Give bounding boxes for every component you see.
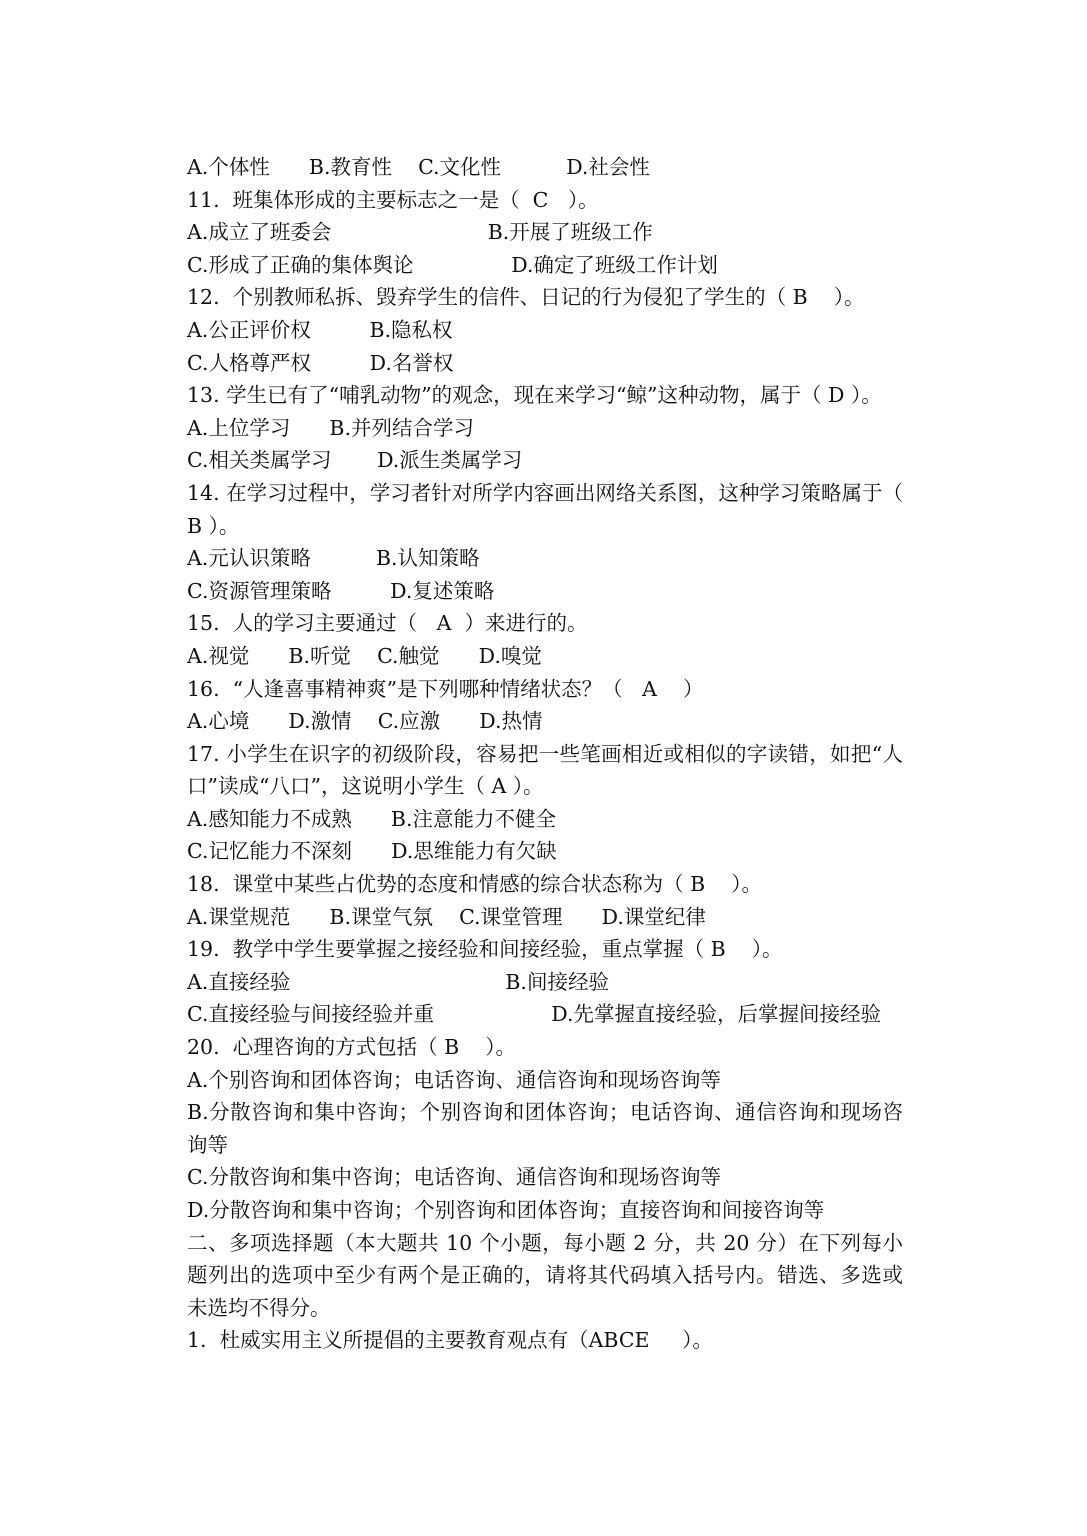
- q13-stem: 13. 学生已有了“哺乳动物”的观念，现在来学习“鲸”这种动物，属于（ D ）。: [187, 383, 882, 408]
- q12-options-cd: C.人格尊严权 D.名誉权: [187, 350, 454, 375]
- q12-options-ab: A.公正评价权 B.隐私权: [187, 317, 453, 342]
- q20-option-d: D.分散咨询和集中咨询；个别咨询和团体咨询；直接咨询和间接咨询等: [187, 1198, 825, 1222]
- q12-stem: 12. 个别教师私拆、毁弃学生的信件、日记的行为侵犯了学生的（ B ）。: [187, 285, 865, 310]
- q20-option-b: B.分散咨询和集中咨询；个别咨询和团体咨询；电话咨询、通信咨询和现场咨询等: [187, 1100, 903, 1157]
- q17-options-ab: A.感知能力不成熟 B.注意能力不健全: [187, 806, 556, 831]
- q11-options-cd: C.形成了正确的集体舆论 D.确定了班级工作计划: [187, 252, 718, 277]
- q18-options: A.课堂规范 B.课堂气氛 C.课堂管理 D.课堂纪律: [187, 904, 706, 929]
- q11-options-ab: A.成立了班委会 B.开展了班级工作: [187, 220, 653, 245]
- exam-text: [187, 151, 903, 1357]
- q20-stem: 20. 心理咨询的方式包括（ B ）。: [187, 1035, 517, 1060]
- q10-options: A.个体性 B.教育性 C.文化性 D.社会性: [187, 155, 650, 179]
- q13-options-ab: A.上位学习 B.并列结合学习: [187, 415, 474, 440]
- q19-stem: 19. 教学中学生要掌握之接经验和间接经验，重点掌握（ B ）。: [187, 937, 783, 962]
- q15-stem: 15. 人的学习主要通过（ A ）来进行的。: [187, 611, 588, 636]
- q16-options: A.心境 D.激情 C.应激 D.热情: [187, 709, 543, 734]
- q13-options-cd: C.相关类属学习 D.派生类属学习: [187, 448, 523, 473]
- q17-stem: 17. 小学生在识字的初级阶段，容易把一些笔画相近或相似的字读错，如把“人口”读成“八口”，这说明小学生（ A ）。: [187, 741, 903, 799]
- q19-options-cd: C.直接经验与间接经验并重 D.先掌握直接经验，后掌握间接经验: [187, 1002, 881, 1027]
- q17-options-cd: C.记忆能力不深刻 D.思维能力有欠缺: [187, 839, 557, 864]
- q20-option-c: C.分散咨询和集中咨询；电话咨询、通信咨询和现场咨询等: [187, 1165, 721, 1190]
- q14-stem: 14. 在学习过程中，学习者针对所学内容画出网络关系图，这种学习策略属于（ B ）。: [187, 480, 903, 538]
- q18-stem: 18. 课堂中某些占优势的态度和情感的综合状态称为（ B ）。: [187, 872, 763, 897]
- q16-stem: 16. “人逢喜事精神爽”是下列哪种情绪状态？（ A ）: [187, 676, 704, 701]
- q20-option-a: A.个别咨询和团体咨询；电话咨询、通信咨询和现场咨询等: [187, 1067, 721, 1092]
- q15-options: A.视觉 B.听觉 C.触觉 D.嗅觉: [187, 643, 542, 668]
- q14-options-cd: C.资源管理策略 D.复述策略: [187, 578, 495, 603]
- mc-q1-stem: 1. 杜威实用主义所提倡的主要教育观点有（ABCE ）。: [187, 1328, 713, 1353]
- q19-options-ab: A.直接经验 B.间接经验: [187, 969, 609, 994]
- q11-stem: 11. 班集体形成的主要标志之一是（ C ）。: [187, 187, 599, 212]
- section-2-instructions: 二、多项选择题（本大题共 10 个小题，每小题 2 分，共 20 分）在下列每小题列出的选项中至少有两个是正确的，请将其代码填入括号内。错选、多选或未选均不得分。: [187, 1230, 903, 1320]
- q14-options-ab: A.元认识策略 B.认知策略: [187, 546, 480, 571]
